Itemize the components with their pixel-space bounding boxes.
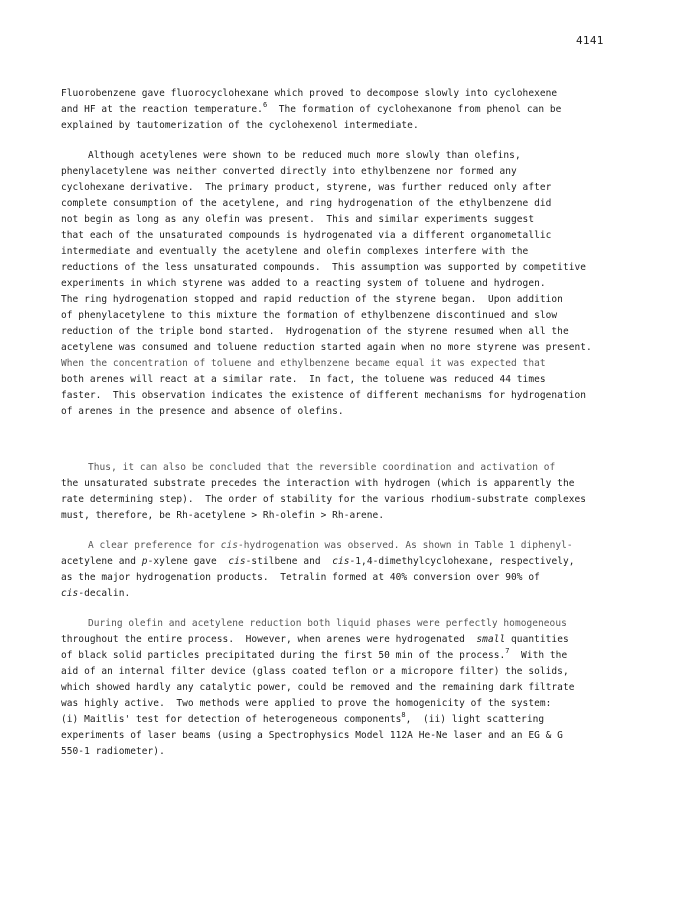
text-line: cyclohexane derivative. The primary product, styrene, was further reduced only after	[61, 182, 552, 193]
text-segment: A clear preference for	[88, 540, 221, 551]
italic-text: cis	[228, 556, 246, 567]
text-line	[61, 632, 621, 648]
text-line	[61, 648, 621, 664]
text-line: of arenes in the presence and absence of olefins.	[61, 406, 344, 417]
reference-mark: 6	[262, 101, 268, 109]
text-segment: -xylene gave	[147, 556, 229, 567]
text-line	[61, 102, 621, 118]
paragraph-2	[61, 148, 621, 420]
text-line: experiments of laser beams (using a Spectrophysics Model 112A He-Ne laser and an EG & G	[61, 730, 563, 741]
text-segment: -decalin.	[78, 588, 131, 599]
text-segment: -1,4-dimethylcyclohexane, respectively,	[349, 556, 575, 567]
text-line: experiments in which styrene was added to a reacting system of toluene and hydrogen.	[61, 278, 546, 289]
text-line: Although acetylenes were shown to be reduced much more slowly than olefins,	[88, 150, 521, 161]
page-number: 4141	[576, 34, 604, 47]
text-line	[61, 586, 621, 602]
text-line: reductions of the less unsaturated compounds. This assumption was supported by competitive	[61, 262, 587, 273]
text-line: not begin as long as any olefin was present. This and similar experiments suggest	[61, 214, 535, 225]
italic-text: cis	[220, 540, 239, 551]
text-line: The ring hydrogenation stopped and rapid reduction of the styrene began. Upon addition	[61, 294, 563, 305]
text-line: must, therefore, be Rh-acetylene > Rh-olefin > Rh-arene.	[61, 510, 385, 521]
italic-text: cis	[61, 588, 79, 599]
paragraph-5	[61, 616, 621, 760]
italic-text: small	[476, 634, 506, 645]
text-segment: With the	[509, 650, 568, 661]
text-line: reduction of the triple bond started. Hydrogenation of the styrene resumed when all the	[61, 326, 569, 337]
text-line: explained by tautomerization of the cyclohexenol intermediate.	[61, 120, 419, 131]
paragraph-3	[61, 460, 621, 524]
text-segment: The formation of cyclohexanone from phenol can be	[267, 104, 562, 115]
text-segment: and HF at the reaction temperature.	[61, 104, 263, 115]
text-line: both arenes will react at a similar rate. In fact, the toluene was reduced 44 times	[61, 374, 546, 385]
text-segment: -stilbene and	[245, 556, 333, 567]
text-segment: , (ii) light scattering	[405, 714, 545, 725]
text-line	[61, 554, 621, 570]
text-line: faster. This observation indicates the existence of different mechanisms for hydrogenation	[61, 390, 587, 401]
text-line: When the concentration of toluene and ethylbenzene became equal it was expected that	[61, 358, 546, 369]
text-line: which showed hardly any catalytic power, could be removed and the remaining dark filtrate	[61, 682, 575, 693]
text-segment: acetylene and	[61, 556, 142, 567]
text-line: aid of an internal filter device (glass coated teflon or a micropore filter) the solids,	[61, 666, 569, 677]
text-segment: throughout the entire process. However, when arenes were hydrogenated	[61, 634, 477, 645]
text-line: the unsaturated substrate precedes the interaction with hydrogen (which is apparently the	[61, 478, 575, 489]
text-line: Fluorobenzene gave fluorocyclohexane which proved to decompose slowly into cyclohexene	[61, 88, 558, 99]
paragraph-4	[61, 538, 621, 602]
text-line: rate determining step). The order of stability for the various rhodium-substrate complexes	[61, 494, 587, 505]
text-line	[61, 538, 621, 554]
text-line: of phenylacetylene to this mixture the formation of ethylbenzene discontinued and slow	[61, 310, 558, 321]
text-segment: quantities	[505, 634, 569, 645]
italic-text: p	[141, 556, 148, 567]
text-line: Thus, it can also be concluded that the reversible coordination and activation of	[88, 462, 556, 473]
text-line: as the major hydrogenation products. Tetralin formed at 40% conversion over 90% of	[61, 572, 540, 583]
paragraph-1	[61, 86, 621, 134]
text-line: that each of the unsaturated compounds is hydrogenated via a different organometallic	[61, 230, 552, 241]
italic-text: cis	[332, 556, 350, 567]
text-line: complete consumption of the acetylene, and ring hydrogenation of the ethylbenzene did	[61, 198, 552, 209]
text-segment: (i) Maitlis' test for detection of heterogeneous components	[61, 714, 402, 725]
text-segment: -hydrogenation was observed. As shown in Table 1 diphenyl-	[238, 540, 573, 551]
text-line: 550-1 radiometer).	[61, 746, 165, 757]
text-line: was highly active. Two methods were applied to prove the homogenicity of the system:	[61, 698, 552, 709]
text-line: During olefin and acetylene reduction both liquid phases were perfectly homogeneous	[88, 618, 567, 629]
text-line: acetylene was consumed and toluene reduction started again when no more styrene was present.	[61, 342, 592, 353]
text-line	[61, 712, 621, 728]
text-line: phenylacetylene was neither converted directly into ethylbenzene nor formed any	[61, 166, 517, 177]
text-line: intermediate and eventually the acetylene and olefin complexes interfere with the	[61, 246, 529, 257]
reference-mark: 8	[401, 711, 406, 719]
text-segment: of black solid particles precipitated during the first 50 min of the process.	[61, 650, 506, 661]
reference-mark: 7	[505, 647, 510, 655]
